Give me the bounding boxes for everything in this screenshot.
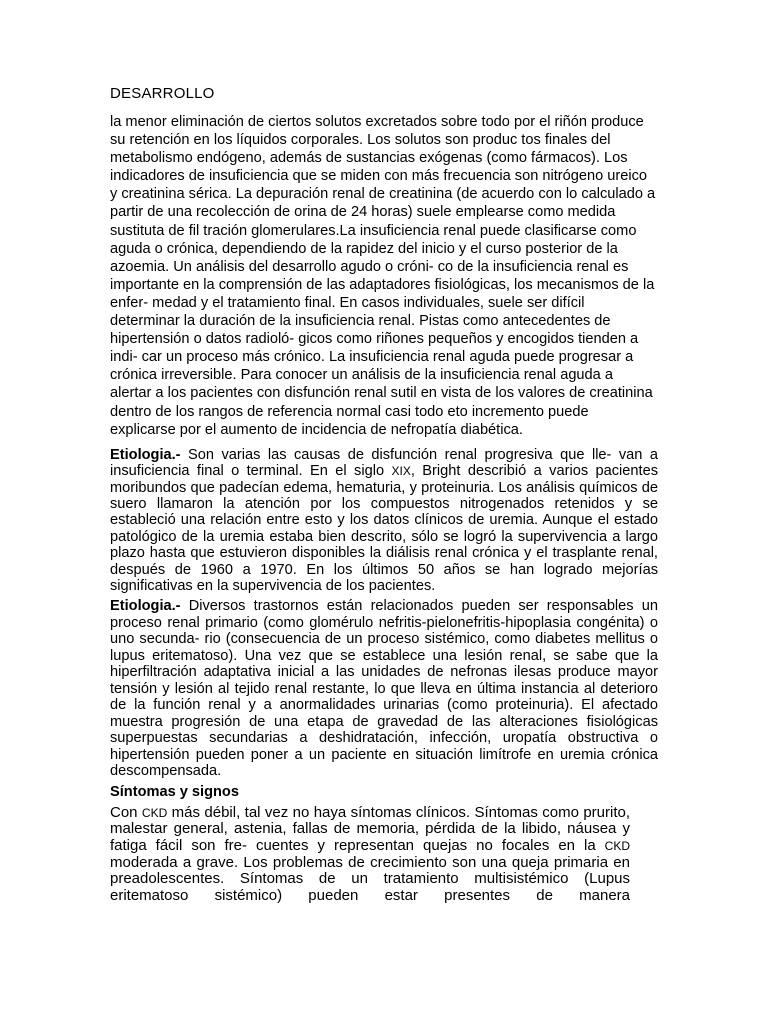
etiology-text-a: Son varias las causas de disfunción renal progresiva que lle- van a insuficiencia final o terminal. En el siglo [110,446,658,480]
document-page [110,84,658,904]
symptoms-subheading: Síntomas y signos [110,783,239,800]
ckd-abbrev: CKD [604,839,630,854]
etiology-text-b: , Bright describió a varios pacientes moribundos que padecían edema, hematuria, y proteinuria. Los análisis químicos de suero llamaron la atención por los compuestos nitrogenados retenidos y se estableció una relación entre esto y los datos clínicos de uremia. Aunque el estado patológico de la uremia estaba bien descrito, sólo se logró la supervivencia a largo plazo hasta que estuvieron disponibles la diálisis renal crónica y el trasplante renal, después de 1960 a 1970. En los últimos 50 años se han logrado mejorías significativas en la supervivencia de los pacientes. [110,463,659,594]
symptoms-text-2: más débil, tal vez no haya síntomas clínicos. Síntomas como prurito, malestar general, astenia, fallas de memoria, pérdida de la libido, náusea y fatiga fácil son fre- cuentes y representan quejas no focales en la [110,803,631,855]
intro-paragraph: la menor eliminación de ciertos solutos excretados sobre todo por el riñón produce su retención en los líquidos corporales. Los solutos son produc tos finales del metabolismo endógeno, además de sustancias exógenas (como fármacos). Los indicadores de insuficiencia que se miden con más frecuencia son nitrógeno ureico y creatinina sérica. La depuración renal de creatinina (de acuerdo con lo calculado a partir de una recolección de orina de 24 horas) suele emplearse como medida sustituta de fil tración glomerulares.La insuficiencia renal puede clasificarse como aguda o crónica, dependiendo de la rapidez del inicio y el curso posterior de la azoemia. Un análisis del desarrollo agudo o cróni- co de la insuficiencia renal es importante en la comprensión de las adaptadores fisiológicas, los mecanismos de la enfer- medad y el tratamiento final. En casos individuales, suele ser difícil determinar la duración de la insuficiencia renal. Pistas como antecedentes de hipertensión o datos radioló- gicos como riñones pequeños y encogidos tienden a indi- car un proceso más crónico. La insuficiencia renal aguda puede progresar a crónica irreversible. Para conocer un análisis de la insuficiencia renal aguda a alertar a los pacientes con disfunción renal sutil en vista de los valores de creatinina dentro de los rangos de referencia normal casi todo eto incremento puede explicarse por el aumento de incidencia de nefropatía diabética. [110,114,656,438]
century-numeral: XIX [391,464,411,479]
etiology-label: Etiologia.- [110,598,181,615]
etiology-text: Diversos trastornos están relacionados pueden ser responsables un proceso renal primario (como glomérulo nefritis-pielonefritis-hipoplasia congénita) o uno secunda- rio (consecuencia de un proceso sistémico, como diabetes mellitus o lupus eritematoso). Una vez que se establece una lesión renal, se sabe que la hiperfiltración adaptativa inicial a las unidades de nefronas ilesas produce mayor tensión y lesión al tejido renal restante, lo que lleva en última instancia al deterioro de la función renal y a anormalidades urinarias (como proteinuria). El afectado muestra progresión de una etapa de gravedad de las alteraciones fisiológicas superpuestas secundarias a deshidratación, infección, uropatía obstructiva o hipertensión pueden poner a un paciente en situación limítrofe en uremia crónica descompensada. [110,598,658,780]
symptoms-text-3: moderada a grave. Los problemas de crecimiento son una queja primaria en preadolescentes. Síntomas de un tratamiento multisistémico (Lupus eritematoso sistémico) pueden estar presentes de manera [110,853,630,904]
section-heading: DESARROLLO [110,85,215,102]
symptoms-paragraph [110,805,630,905]
etiology-label: Etiologia.- [110,446,181,463]
etiology-paragraph-1 [110,447,658,595]
symptoms-text-1: Con [110,803,142,821]
ckd-abbrev: CKD [141,805,168,820]
etiology-paragraph-2 [110,598,658,780]
